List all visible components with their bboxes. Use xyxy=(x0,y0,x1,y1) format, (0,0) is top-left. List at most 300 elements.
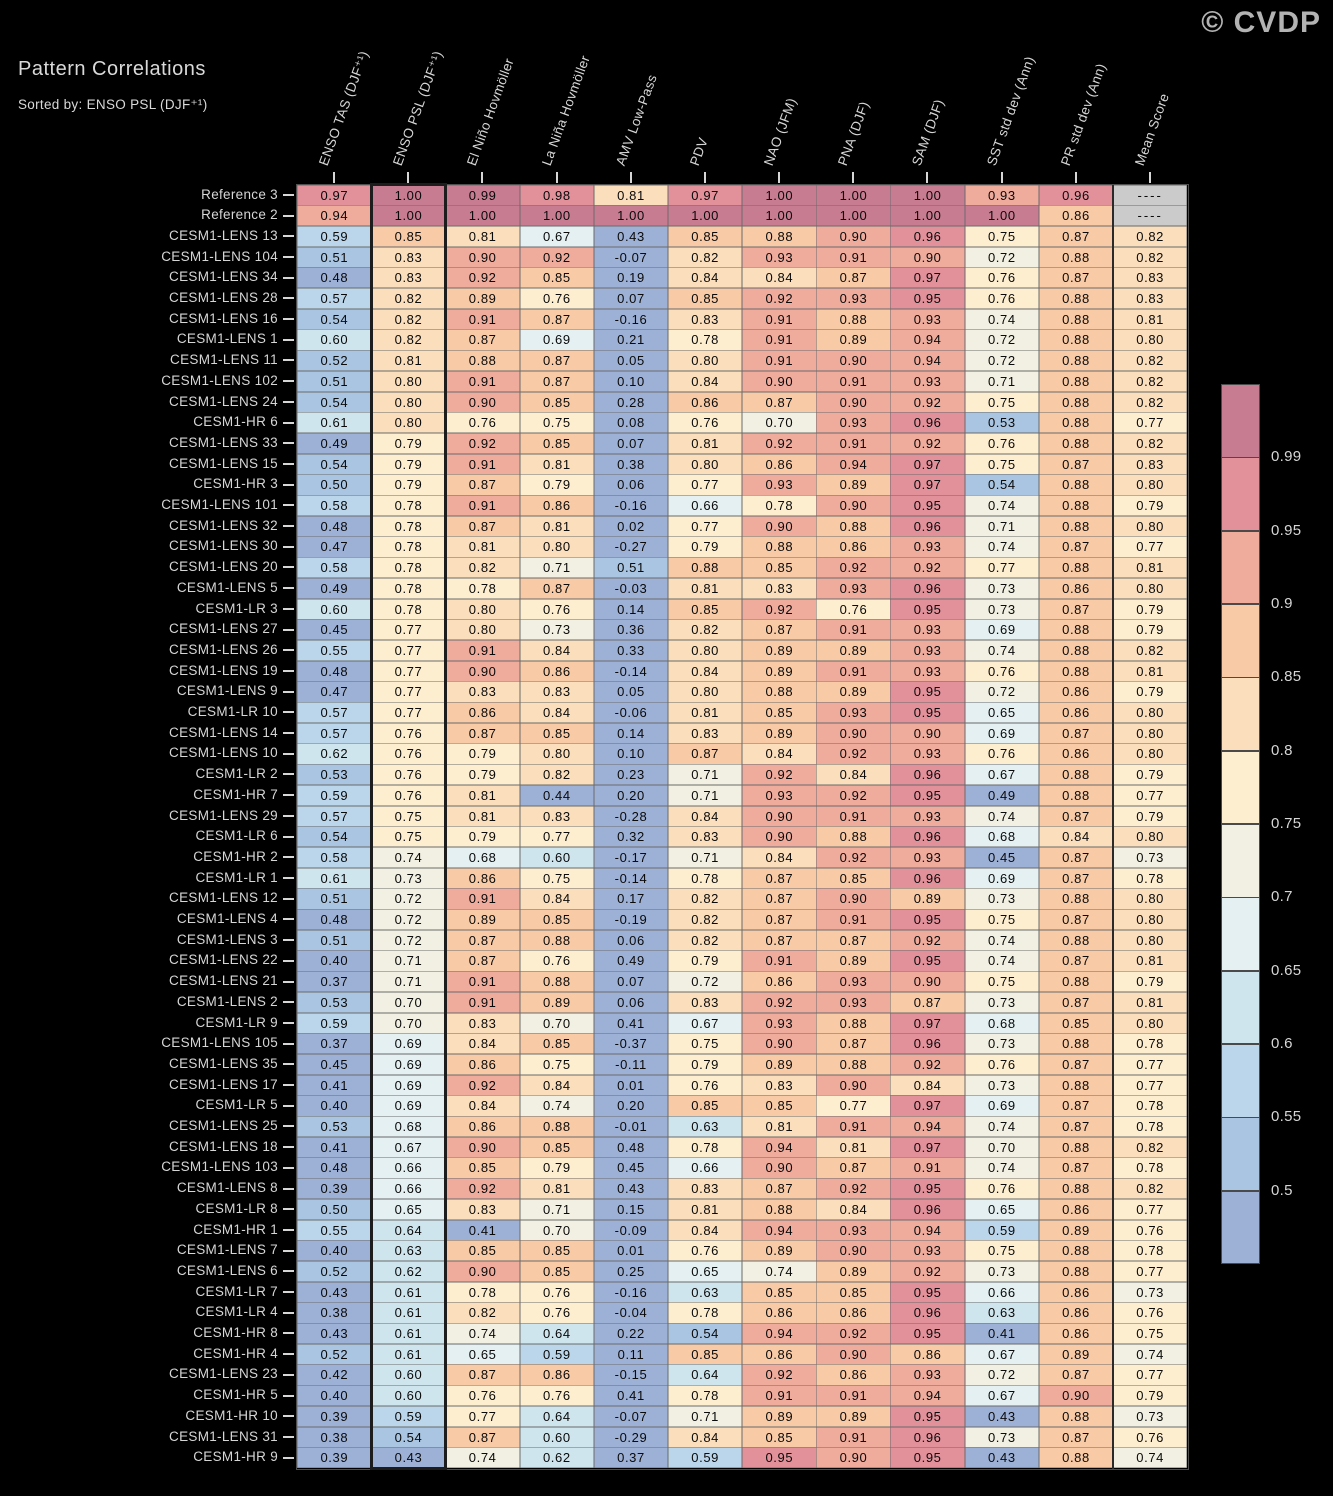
heatmap-cell: 0.89 xyxy=(816,474,891,495)
heatmap-cell: 0.75 xyxy=(520,868,595,889)
heatmap-cell: 0.89 xyxy=(742,1406,817,1427)
heatmap-cell: 0.87 xyxy=(1039,1364,1114,1385)
heatmap-cell: 0.76 xyxy=(965,288,1040,309)
row-label: CESM1-LENS 28 xyxy=(169,290,278,305)
heatmap-cell: 0.62 xyxy=(371,1261,446,1282)
row-tick-mark xyxy=(283,194,294,196)
row-tick-mark xyxy=(283,256,294,258)
heatmap-cell: 0.87 xyxy=(1039,599,1114,620)
heatmap-cell: 0.43 xyxy=(297,1323,372,1344)
heatmap-cell: 0.85 xyxy=(520,267,595,288)
heatmap-cell: 0.86 xyxy=(1039,1199,1114,1220)
heatmap-cell: 0.88 xyxy=(1039,433,1114,454)
heatmap-cell: 0.76 xyxy=(520,1302,595,1323)
heatmap-cell: 0.54 xyxy=(297,454,372,475)
heatmap-cell: 0.97 xyxy=(890,1137,965,1158)
heatmap-cell: 0.90 xyxy=(445,247,520,268)
heatmap-cell: 0.82 xyxy=(1113,392,1188,413)
row-label: CESM1-LENS 5 xyxy=(176,579,278,595)
heatmap-cell: -0.14 xyxy=(594,661,669,682)
heatmap-cell: 0.96 xyxy=(890,1199,965,1220)
heatmap-cell: 0.84 xyxy=(816,764,891,785)
row-tick-mark xyxy=(283,629,294,631)
heatmap-cell: 0.94 xyxy=(890,350,965,371)
row-label: CESM1-LENS 19 xyxy=(169,662,278,678)
heatmap-cell: 0.88 xyxy=(520,930,595,951)
heatmap-cell: 0.58 xyxy=(297,557,372,578)
heatmap-cell: 0.79 xyxy=(1113,1385,1188,1406)
heatmap-cell: 0.70 xyxy=(371,992,446,1013)
heatmap-cell: 0.67 xyxy=(520,226,595,247)
heatmap-cell: 0.88 xyxy=(1039,1261,1114,1282)
heatmap-cell: 0.86 xyxy=(816,1302,891,1323)
heatmap-cell: 0.82 xyxy=(1113,350,1188,371)
row-label: CESM1-LENS 10 xyxy=(169,745,278,761)
heatmap-cell: 0.95 xyxy=(890,1178,965,1199)
heatmap-cell: 0.84 xyxy=(668,1427,743,1448)
heatmap-cell: 0.72 xyxy=(668,971,743,992)
heatmap-cell: 0.84 xyxy=(668,1220,743,1241)
heatmap-cell: 0.69 xyxy=(371,1054,446,1075)
heatmap-cell: 0.87 xyxy=(890,992,965,1013)
row-tick-mark xyxy=(283,1395,294,1397)
heatmap-cell: 0.92 xyxy=(742,764,817,785)
heatmap-cell: 0.85 xyxy=(668,1344,743,1365)
heatmap-cell: 0.81 xyxy=(1113,309,1188,330)
heatmap-cell: 0.79 xyxy=(371,474,446,495)
heatmap-cell: 0.80 xyxy=(1113,723,1188,744)
row-label: CESM1-LENS 31 xyxy=(169,1428,278,1444)
heatmap-cell: 0.88 xyxy=(1039,288,1114,309)
heatmap-cell: 0.87 xyxy=(1039,847,1114,868)
heatmap-cell: 0.92 xyxy=(445,433,520,454)
heatmap-cell: 0.87 xyxy=(445,474,520,495)
heatmap-cell: 0.77 xyxy=(371,681,446,702)
heatmap-cell: 0.86 xyxy=(1039,578,1114,599)
heatmap-cell: 0.87 xyxy=(668,743,743,764)
heatmap-cell: 0.93 xyxy=(742,1013,817,1034)
heatmap-cell: 0.84 xyxy=(816,1199,891,1220)
heatmap-cell: 0.89 xyxy=(816,329,891,350)
heatmap-cell: 0.90 xyxy=(816,1344,891,1365)
heatmap-cell: 0.74 xyxy=(965,1157,1040,1178)
heatmap-cell: 0.73 xyxy=(965,992,1040,1013)
heatmap-cell: 0.79 xyxy=(1113,764,1188,785)
heatmap-cell: -0.06 xyxy=(594,702,669,723)
heatmap-cell: 0.85 xyxy=(816,1282,891,1303)
heatmap-cell: 0.25 xyxy=(594,1261,669,1282)
heatmap-cell: 0.88 xyxy=(816,309,891,330)
heatmap-cell: 0.74 xyxy=(1113,1447,1188,1468)
heatmap-cell: 0.79 xyxy=(445,743,520,764)
heatmap-cell: 0.58 xyxy=(297,847,372,868)
heatmap-cell: 0.68 xyxy=(965,1013,1040,1034)
heatmap-cell: 0.68 xyxy=(371,1116,446,1137)
heatmap-cell: 0.79 xyxy=(1113,495,1188,516)
heatmap-cell: 0.87 xyxy=(1039,992,1114,1013)
row-label: CESM1-HR 5 xyxy=(193,1387,278,1403)
heatmap-cell: 0.61 xyxy=(371,1282,446,1303)
column-header: La Niña Hovmöller xyxy=(538,53,593,168)
heatmap-cell: 0.82 xyxy=(1113,433,1188,454)
heatmap-cell: 0.85 xyxy=(742,702,817,723)
heatmap-cell: 0.92 xyxy=(445,1075,520,1096)
heatmap-cell: 0.41 xyxy=(445,1220,520,1241)
heatmap-cell: 0.74 xyxy=(371,847,446,868)
heatmap-cell: 0.86 xyxy=(1039,1282,1114,1303)
heatmap-cell: 0.87 xyxy=(1039,1054,1114,1075)
heatmap-cell: 0.95 xyxy=(890,288,965,309)
heatmap-cell: 0.73 xyxy=(965,888,1040,909)
heatmap-cell: 0.71 xyxy=(520,1199,595,1220)
heatmap-cell: 0.88 xyxy=(816,516,891,537)
row-label: Reference 2 xyxy=(201,207,278,223)
heatmap-cell: 0.96 xyxy=(890,1033,965,1054)
column-tick-mark xyxy=(852,172,854,183)
heatmap-cell: 0.69 xyxy=(965,619,1040,640)
heatmap-cell: 0.91 xyxy=(445,454,520,475)
heatmap-cell: -0.17 xyxy=(594,847,669,868)
heatmap-cell: 0.87 xyxy=(1039,536,1114,557)
heatmap-cell: 0.91 xyxy=(445,971,520,992)
heatmap-cell: 0.90 xyxy=(816,1075,891,1096)
heatmap-cell: 0.75 xyxy=(520,412,595,433)
row-tick-mark xyxy=(283,1125,294,1127)
heatmap-cell: 0.28 xyxy=(594,392,669,413)
heatmap-cell: 0.76 xyxy=(445,412,520,433)
heatmap-cell: 0.85 xyxy=(520,1261,595,1282)
heatmap-cell: 0.88 xyxy=(1039,764,1114,785)
colorbar-tick-label: 0.9 xyxy=(1271,595,1293,612)
heatmap-cell: 0.92 xyxy=(742,992,817,1013)
heatmap-cell: 0.79 xyxy=(520,474,595,495)
column-header: PNA (DJF) xyxy=(835,99,873,168)
heatmap-cell: 0.88 xyxy=(1039,888,1114,909)
heatmap-cell: 0.87 xyxy=(816,1033,891,1054)
heatmap-cell: 0.95 xyxy=(890,599,965,620)
heatmap-cell: 0.81 xyxy=(445,226,520,247)
heatmap-cell: 0.70 xyxy=(965,1137,1040,1158)
colorbar-segment xyxy=(1221,971,1260,1045)
row-tick-mark xyxy=(283,1291,294,1293)
heatmap-cell: 0.15 xyxy=(594,1199,669,1220)
row-label: CESM1-HR 4 xyxy=(193,1345,278,1361)
heatmap-cell: 0.67 xyxy=(371,1137,446,1158)
row-label: CESM1-HR 2 xyxy=(193,848,278,864)
heatmap-cell: 0.37 xyxy=(297,1033,372,1054)
row-tick-mark xyxy=(283,711,294,713)
heatmap-cell: 0.88 xyxy=(1039,309,1114,330)
heatmap-cell: 0.01 xyxy=(594,1240,669,1261)
heatmap-cell: 0.71 xyxy=(668,847,743,868)
heatmap-cell: 0.85 xyxy=(371,226,446,247)
heatmap-cell: 0.80 xyxy=(1113,329,1188,350)
heatmap-cell: 0.84 xyxy=(742,743,817,764)
heatmap-cell: 0.95 xyxy=(890,702,965,723)
row-tick-mark xyxy=(283,1105,294,1107)
heatmap-cell: 0.75 xyxy=(1113,1323,1188,1344)
heatmap-cell: 0.93 xyxy=(816,288,891,309)
heatmap-cell: 0.92 xyxy=(445,1178,520,1199)
heatmap-cell: 0.75 xyxy=(371,826,446,847)
heatmap-cell: 0.88 xyxy=(1039,392,1114,413)
heatmap-cell: 0.88 xyxy=(1039,1240,1114,1261)
column-tick-mark xyxy=(1001,172,1003,183)
heatmap-cell: 0.76 xyxy=(445,1385,520,1406)
heatmap-cell: 0.76 xyxy=(965,1054,1040,1075)
heatmap-cell: 0.97 xyxy=(890,267,965,288)
heatmap-cell: 0.88 xyxy=(1039,371,1114,392)
heatmap-cell: 1.00 xyxy=(816,205,891,226)
row-tick-mark xyxy=(283,504,294,506)
heatmap-cell: 0.84 xyxy=(668,806,743,827)
row-tick-mark xyxy=(283,359,294,361)
heatmap-cell: 0.40 xyxy=(297,950,372,971)
heatmap-cell: 0.95 xyxy=(890,681,965,702)
heatmap-cell: 0.92 xyxy=(890,1261,965,1282)
row-tick-mark xyxy=(283,670,294,672)
heatmap-cell: 0.86 xyxy=(445,868,520,889)
heatmap-cell: 0.98 xyxy=(520,185,595,206)
heatmap-cell: 0.97 xyxy=(297,185,372,206)
heatmap-cell: 0.64 xyxy=(668,1364,743,1385)
heatmap-cell: 0.86 xyxy=(1039,743,1114,764)
heatmap-cell: 0.65 xyxy=(445,1344,520,1365)
heatmap-cell: 0.93 xyxy=(890,309,965,330)
heatmap-cell: 0.84 xyxy=(1039,826,1114,847)
heatmap-cell: 0.14 xyxy=(594,723,669,744)
heatmap-cell: 0.80 xyxy=(1113,578,1188,599)
heatmap-cell: 0.91 xyxy=(445,309,520,330)
heatmap-cell: 0.90 xyxy=(742,1033,817,1054)
heatmap-cell: 0.39 xyxy=(297,1406,372,1427)
column-header: ENSO PSL (DJF⁺¹) xyxy=(390,48,446,168)
heatmap-cell: 0.90 xyxy=(816,350,891,371)
row-label: CESM1-LR 3 xyxy=(195,600,278,616)
row-label: CESM1-LENS 8 xyxy=(176,1180,278,1196)
heatmap-cell: 0.60 xyxy=(371,1385,446,1406)
row-tick-mark xyxy=(283,918,294,920)
sort-order-label: Sorted by: ENSO PSL (DJF⁺¹) xyxy=(18,97,208,112)
heatmap-cell: 0.93 xyxy=(816,412,891,433)
heatmap-cell: 0.77 xyxy=(1113,412,1188,433)
heatmap-cell: 0.87 xyxy=(742,392,817,413)
heatmap-cell: 0.88 xyxy=(1039,247,1114,268)
heatmap-cell: 0.81 xyxy=(520,516,595,537)
heatmap-cell: 0.87 xyxy=(1039,1427,1114,1448)
heatmap-cell: 0.83 xyxy=(371,267,446,288)
heatmap-cell: 0.90 xyxy=(816,888,891,909)
heatmap-cell: 0.76 xyxy=(668,1075,743,1096)
heatmap-cell: 0.87 xyxy=(816,1157,891,1178)
heatmap-cell: 0.59 xyxy=(297,1013,372,1034)
row-label: CESM1-HR 6 xyxy=(193,414,278,430)
heatmap-cell: 0.78 xyxy=(371,599,446,620)
heatmap-cell: 0.40 xyxy=(297,1385,372,1406)
heatmap-cell: 0.83 xyxy=(445,681,520,702)
row-label: CESM1-LENS 103 xyxy=(161,1159,278,1175)
row-label: CESM1-LENS 104 xyxy=(161,248,278,264)
heatmap-cell: 0.93 xyxy=(890,847,965,868)
row-tick-mark xyxy=(283,215,294,217)
heatmap-cell: 0.91 xyxy=(816,1116,891,1137)
heatmap-cell: 0.94 xyxy=(890,329,965,350)
colorbar-segment xyxy=(1221,1117,1260,1191)
heatmap-cell: 0.91 xyxy=(816,661,891,682)
heatmap-cell: 0.59 xyxy=(965,1220,1040,1241)
heatmap-cell: 0.87 xyxy=(742,930,817,951)
heatmap-cell: 0.71 xyxy=(668,1406,743,1427)
heatmap-cell: 0.87 xyxy=(1039,1095,1114,1116)
heatmap-cell: 0.92 xyxy=(890,1054,965,1075)
heatmap-cell: -0.04 xyxy=(594,1302,669,1323)
row-tick-mark xyxy=(283,1001,294,1003)
row-label: CESM1-LENS 7 xyxy=(176,1242,278,1258)
heatmap-cell: 0.78 xyxy=(1113,1095,1188,1116)
heatmap-cell: 0.89 xyxy=(742,661,817,682)
heatmap-cell: 0.88 xyxy=(742,536,817,557)
heatmap-cell: 0.78 xyxy=(668,1385,743,1406)
heatmap-cell: 0.92 xyxy=(742,288,817,309)
heatmap-cell: 0.76 xyxy=(520,1282,595,1303)
heatmap-cell: 0.83 xyxy=(520,681,595,702)
row-label: CESM1-LENS 22 xyxy=(169,952,278,968)
heatmap-cell: 0.73 xyxy=(965,599,1040,620)
heatmap-cell: 0.93 xyxy=(816,578,891,599)
heatmap-cell: 0.76 xyxy=(965,743,1040,764)
heatmap-cell: 0.87 xyxy=(1039,267,1114,288)
heatmap-cell: 0.77 xyxy=(371,640,446,661)
heatmap-cell: 0.78 xyxy=(668,1137,743,1158)
heatmap-cell: 0.87 xyxy=(816,930,891,951)
row-label: CESM1-LENS 102 xyxy=(161,372,278,388)
row-label: CESM1-LENS 21 xyxy=(169,973,278,989)
heatmap-cell: 0.81 xyxy=(668,433,743,454)
row-tick-mark xyxy=(283,1043,294,1045)
heatmap-cell: 0.72 xyxy=(371,930,446,951)
heatmap-cell: 0.86 xyxy=(1039,681,1114,702)
row-label: CESM1-LENS 11 xyxy=(170,352,278,368)
heatmap-cell: 0.89 xyxy=(742,1054,817,1075)
heatmap-cell: 0.77 xyxy=(1113,1261,1188,1282)
heatmap-cell: 0.91 xyxy=(890,1157,965,1178)
heatmap-cell: 0.61 xyxy=(371,1302,446,1323)
heatmap-cell: 0.87 xyxy=(520,309,595,330)
heatmap-cell: 0.48 xyxy=(297,661,372,682)
heatmap-cell: 0.74 xyxy=(965,536,1040,557)
heatmap-cell: 0.82 xyxy=(1113,640,1188,661)
column-tick-mark xyxy=(556,172,558,183)
heatmap-cell: 0.97 xyxy=(890,474,965,495)
heatmap-cell: 0.79 xyxy=(445,764,520,785)
heatmap-cell: 0.88 xyxy=(816,1054,891,1075)
heatmap-cell: 0.85 xyxy=(668,288,743,309)
heatmap-cell: 0.86 xyxy=(890,1344,965,1365)
heatmap-cell: 0.85 xyxy=(520,392,595,413)
heatmap-cell: 0.81 xyxy=(371,350,446,371)
heatmap-cell: -0.15 xyxy=(594,1364,669,1385)
heatmap-cell: 0.08 xyxy=(594,412,669,433)
heatmap-cell: 0.94 xyxy=(890,1116,965,1137)
heatmap-cell: 0.71 xyxy=(965,371,1040,392)
heatmap-cell: 0.41 xyxy=(297,1137,372,1158)
heatmap-cell: -0.11 xyxy=(594,1054,669,1075)
row-label: CESM1-LENS 34 xyxy=(169,269,278,285)
heatmap-cell: 0.85 xyxy=(742,1427,817,1448)
heatmap-cell: 0.84 xyxy=(520,702,595,723)
heatmap-cell: 0.97 xyxy=(890,1095,965,1116)
heatmap-cell: 0.73 xyxy=(1113,1282,1188,1303)
heatmap-cell: 0.64 xyxy=(371,1220,446,1241)
heatmap-cell: 0.57 xyxy=(297,702,372,723)
heatmap-cell: 0.89 xyxy=(520,992,595,1013)
heatmap-cell: 0.02 xyxy=(594,516,669,537)
heatmap-cell: 0.87 xyxy=(742,909,817,930)
heatmap-cell: 0.78 xyxy=(1113,1240,1188,1261)
heatmap-cell: 0.88 xyxy=(668,557,743,578)
heatmap-cell: 0.93 xyxy=(816,1220,891,1241)
heatmap-cell: 0.41 xyxy=(594,1385,669,1406)
heatmap-cell: 0.36 xyxy=(594,619,669,640)
row-label: CESM1-LENS 25 xyxy=(169,1118,278,1134)
heatmap-cell: 0.97 xyxy=(890,454,965,475)
row-label: CESM1-LENS 105 xyxy=(161,1035,278,1051)
heatmap-cell: 0.82 xyxy=(1113,226,1188,247)
heatmap-cell: 0.70 xyxy=(520,1220,595,1241)
heatmap-cell: 0.73 xyxy=(965,1261,1040,1282)
heatmap-cell: 0.90 xyxy=(890,247,965,268)
heatmap-cell: 0.49 xyxy=(594,950,669,971)
heatmap-cell: 0.53 xyxy=(297,992,372,1013)
heatmap-cell: 0.77 xyxy=(1113,1075,1188,1096)
row-tick-mark xyxy=(283,484,294,486)
heatmap-cell: 0.81 xyxy=(445,536,520,557)
heatmap-cell: 0.88 xyxy=(1039,1178,1114,1199)
heatmap-cell: 0.78 xyxy=(1113,868,1188,889)
heatmap-cell: 0.79 xyxy=(371,454,446,475)
heatmap-cell: 0.77 xyxy=(520,826,595,847)
row-tick-mark xyxy=(283,1063,294,1065)
heatmap-cell: 0.59 xyxy=(297,785,372,806)
heatmap-cell: 0.77 xyxy=(1113,785,1188,806)
heatmap-cell: 0.84 xyxy=(445,1095,520,1116)
heatmap-cell: 0.96 xyxy=(890,1302,965,1323)
heatmap-cell: 0.62 xyxy=(520,1447,595,1468)
row-label: CESM1-LR 6 xyxy=(195,828,278,844)
row-label: CESM1-LENS 24 xyxy=(169,393,278,409)
heatmap-cell: 0.79 xyxy=(668,1054,743,1075)
row-tick-mark xyxy=(283,939,294,941)
heatmap-cell: 0.65 xyxy=(965,702,1040,723)
heatmap-cell: 0.71 xyxy=(965,516,1040,537)
heatmap-cell: 0.93 xyxy=(816,702,891,723)
heatmap-cell: 0.72 xyxy=(965,681,1040,702)
heatmap-cell: 0.76 xyxy=(520,599,595,620)
heatmap-cell: 0.89 xyxy=(816,950,891,971)
heatmap-cell: 0.40 xyxy=(297,1240,372,1261)
column-tick-mark xyxy=(778,172,780,183)
heatmap-cell: 0.87 xyxy=(1039,868,1114,889)
colorbar-tick-label: 0.8 xyxy=(1271,741,1293,759)
heatmap-cell: 0.71 xyxy=(371,971,446,992)
column-tick-mark xyxy=(1149,172,1151,183)
row-tick-mark xyxy=(283,1374,294,1376)
heatmap-cell: 0.87 xyxy=(1039,1116,1114,1137)
heatmap-cell: 0.69 xyxy=(371,1033,446,1054)
heatmap-cell: 1.00 xyxy=(742,205,817,226)
colorbar-segment xyxy=(1221,384,1260,458)
heatmap-cell: 0.71 xyxy=(668,764,743,785)
